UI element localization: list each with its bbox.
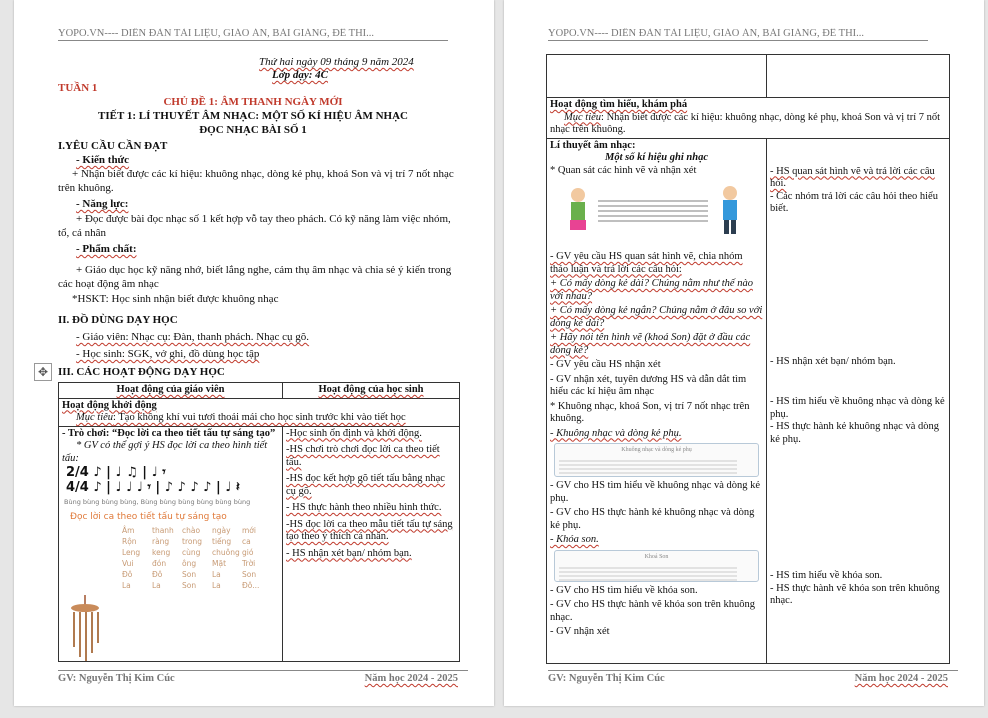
teacher-activity-cell — [59, 426, 283, 661]
rhythm-pattern-2: 4/4 ♪ | ♩ ♩ ♩ 𝄾 | ♪ ♪ ♪ ♪ | ♩ 𝄽 — [66, 479, 240, 495]
poem-word: La — [212, 570, 221, 579]
teacher-theory-cell — [547, 138, 767, 663]
poem-word: Đô — [122, 570, 133, 579]
teacher-instruction-line: - GV nhận xét, tuyên dương HS và dẫn dắt tìm hiểu các kí hiệu âm nhạc — [550, 373, 747, 397]
poem-word: đón — [152, 559, 167, 568]
student-activity-cell — [283, 426, 460, 661]
footer-teacher: GV: Nguyễn Thị Kim Cúc — [548, 673, 665, 684]
week-label: TUẦN 1 — [58, 82, 98, 94]
poem-word: keng — [152, 548, 171, 557]
explore-goal-text: : Nhận biết được các kí hiệu: khuông nhạc, dòng kẻ phụ, khoá Son và vị trí 7 nốt nhạc trên khuông. — [550, 111, 941, 135]
teacher-instruction-line: + Có mấy dòng kẻ ngắn? Chúng nằm ở đâu so với dòng kẻ dài? — [550, 305, 763, 329]
knowledge-heading: - Kiến thức — [76, 154, 130, 166]
student-response-2: - Các nhóm trả lời các câu hỏi theo hiểu biết. — [770, 190, 938, 214]
warmup-goal-label: Mục tiêu — [76, 412, 114, 423]
poem-word: Mặt — [212, 559, 227, 568]
theory-heading: Lí thuyết âm nhạc: — [550, 139, 636, 151]
poem-word: chào — [182, 526, 201, 535]
poem-word: La — [212, 581, 221, 590]
teacher-instruction-line: - GV yêu cầu HS nhận xét — [550, 359, 661, 370]
teacher-instruction-line: - GV cho HS tìm hiểu về khóa son. — [550, 584, 698, 596]
student-response-3: - HS nhận xét bạn/ nhóm bạn. — [770, 355, 896, 367]
knowledge-text: + Nhận biết được các kí hiệu: khuông nhạc, dòng kẻ phụ, khoá Son và vị trí 7 nốt nhạc trên khuông. — [58, 168, 454, 194]
explore-goal — [550, 112, 946, 137]
rhythm-syllables: Bùng bùng bùng bùng, Bùng bùng bùng bùng bùng bùng — [64, 498, 251, 506]
student-activity-item: -Học sinh ổn định và khởi động. — [286, 427, 422, 439]
poem-word: Rộn — [122, 537, 137, 546]
ability-text: + Đọc được bài đọc nhạc số 1 kết hợp vỗ tay theo phách. Có kỹ năng làm việc nhóm, tổ, cá nhân — [58, 213, 451, 239]
staff-card-caption: Khuông nhạc và dòng kẻ phụ — [621, 447, 692, 453]
student-response-1: - HS quan sát hình vẽ và trả lời các câu hỏi. — [770, 165, 935, 189]
poem-title: Đọc lời ca theo tiết tấu tự sáng tạo — [70, 511, 227, 522]
poem-word: gió — [242, 548, 254, 557]
clef-card — [554, 550, 759, 582]
poem-word: ca — [242, 537, 251, 546]
topic-title: CHỦ ĐỀ 1: ÂM THANH NGÀY MỚI — [163, 96, 343, 108]
poem-word: Son — [182, 570, 197, 579]
student-activity-item: -HS đọc lời ca theo mẫu tiết tấu tự sáng tạo theo ý thích cá nhân. — [286, 518, 453, 542]
class-label: Lớp dạy: 4C — [272, 69, 329, 81]
explore-title: Hoạt động tìm hiểu, khám phá — [550, 99, 688, 110]
page-footer — [58, 670, 468, 684]
document-page-2 — [504, 0, 984, 706]
explore-goal-label: Mục tiêu — [564, 111, 602, 123]
student-activity-item: -HS chơi trò chơi đọc lời ca theo tiết tấu. — [286, 444, 440, 468]
page-header: YOPO.VN---- DIỄN ĐÀN TÀI LIỆU, GIÁO ÁN, BÀI GIẢNG, ĐỀ THI... — [58, 28, 448, 41]
wind-chime-icon — [65, 595, 105, 665]
empty-cell-left — [547, 55, 767, 98]
poem-word: mới — [242, 526, 256, 535]
teacher-instruction-line: + Hãy nói tên hình vẽ (khoá Son) đặt ở đầu các dòng kẻ? — [550, 332, 751, 356]
poem-word: Trời — [242, 559, 256, 568]
col-student-header: Hoạt động của học sinh — [283, 383, 460, 399]
student-materials: - Học sinh: SGK, vở ghi, đồ dùng học tập — [76, 348, 260, 360]
quality-heading: - Phẩm chất: — [76, 243, 137, 255]
footer-year: Năm học 2024 - 2025 — [854, 673, 948, 684]
poem-word: Leng — [122, 548, 141, 557]
student-response-7: - HS thực hành vẽ khóa son trên khuông nhạc. — [770, 582, 940, 606]
observe-text: * Quan sát các hình vẽ và nhận xét — [550, 164, 697, 176]
col-teacher-header: Hoạt động của giáo viên — [59, 383, 283, 399]
teacher-instruction-line: - GV cho HS tìm hiểu về khuông nhạc và dòng kẻ phụ. — [550, 480, 761, 504]
poem-word: Đô... — [242, 581, 260, 590]
activities-table-continued — [546, 54, 950, 664]
student-activity-item: - HS thực hành theo nhiều hình thức. — [286, 502, 442, 513]
warmup-goal-text: : Tạo không khí vui tươi thoải mái cho học sinh trước khi vào tiết học — [113, 412, 406, 423]
lesson-date: Thứ hai ngày 09 tháng 9 năm 2024 — [259, 56, 414, 68]
teacher-instruction-line: * Khuông nhạc, khoá Son, vị trí 7 nốt nhạc trên khuông. — [550, 400, 750, 424]
staff-lines-icon — [555, 457, 741, 477]
warmup-goal — [62, 412, 456, 425]
staff-illustration — [558, 181, 755, 243]
section-activities: III. CÁC HOẠT ĐỘNG DẠY HỌC — [58, 366, 225, 378]
poem-word: ngày — [212, 526, 231, 535]
quality-text: + Giáo dục học kỹ năng nhớ, biết lắng nghe, cảm thụ âm nhạc và chia sẻ ý kiến trong các hoạt động âm nhạc — [58, 264, 452, 290]
teacher-instruction-line: - Khuông nhạc và dòng kẻ phụ. — [550, 427, 682, 439]
footer-teacher: GV: Nguyễn Thị Kim Cúc — [58, 673, 175, 684]
poem-word: ràng — [152, 537, 170, 546]
teacher-instruction-line: - Khóa son. — [550, 534, 599, 545]
poem-word: Son — [242, 570, 257, 579]
teacher-instruction-line: - GV nhận xét — [550, 626, 610, 637]
rhythm-pattern-1: 2/4 ♪ | ♩ ♫ | ♩ 𝄾 — [66, 465, 166, 480]
poem-word: Vui — [122, 559, 134, 568]
student-activity-item: -HS đọc kết hợp gõ tiết tấu bằng nhạc cụ gõ. — [286, 473, 445, 497]
hskt-note: *HSKT: Học sinh nhận biết được khuông nhạc — [72, 293, 279, 305]
footer-year: Năm học 2024 - 2025 — [364, 673, 458, 684]
children-staff-icon — [558, 181, 748, 241]
empty-cell-right — [767, 55, 950, 98]
clef-card-caption: Khoá Son — [644, 553, 669, 560]
poem-word: ông — [182, 559, 197, 568]
game-hint: * GV có thể gợi ý HS đọc lời ca theo hình tiết tấu: — [62, 440, 268, 464]
poem-word: Âm — [122, 526, 135, 535]
lesson-subtitle: ĐỌC NHẠC BÀI SỐ 1 — [199, 124, 307, 136]
poem-word: chuông — [212, 548, 240, 557]
poem-word: cùng — [182, 548, 201, 557]
activities-table — [58, 382, 460, 662]
poem-word: La — [122, 581, 131, 590]
student-response-6: - HS tìm hiểu về khóa son. — [770, 570, 883, 581]
ability-heading: - Năng lực: — [76, 198, 129, 210]
teacher-materials: - Giáo viên: Nhạc cụ: Đàn, thanh phách. Nhạc cụ gõ. — [76, 331, 310, 343]
teacher-instruction-line: - GV cho HS thực hành vẽ khóa son trên khuông nhạc. — [550, 599, 755, 623]
section-requirements: I.YÊU CẦU CẦN ĐẠT — [58, 140, 168, 152]
symbols-heading: Một số kí hiệu ghi nhạc — [605, 152, 708, 163]
student-activity-list — [286, 428, 456, 561]
page-header: YOPO.VN---- DIỄN ĐÀN TÀI LIỆU, GIÁO ÁN, BÀI GIẢNG, ĐỀ THI... — [548, 28, 928, 41]
table-move-handle-icon[interactable]: ✥ — [34, 363, 52, 381]
teacher-instruction-line: - GV cho HS thực hành kẻ khuông nhạc và dòng kẻ phụ. — [550, 507, 755, 531]
poem-word: Đô — [152, 570, 163, 579]
document-page-1 — [14, 0, 494, 706]
poem-word: La — [152, 581, 161, 590]
student-activity-item: - HS nhận xét bạn/ nhóm bạn. — [286, 547, 412, 559]
student-response-5: - HS thực hành kẻ khuông nhạc và dòng kẻ phụ. — [770, 421, 939, 445]
poem-grid — [122, 525, 279, 591]
poem-word: tiếng — [212, 537, 232, 546]
teacher-instructions-2 — [550, 480, 763, 547]
explore-row — [547, 98, 950, 139]
poem-word: thanh — [152, 526, 174, 535]
student-theory-cell — [767, 138, 950, 663]
page-footer — [548, 670, 958, 684]
teacher-instructions — [550, 251, 763, 440]
warmup-row — [59, 398, 460, 426]
lesson-title: TIẾT 1: LÍ THUYẾT ÂM NHẠC: MỘT SỐ KÍ HIỆU ÂM NHẠC — [98, 110, 408, 122]
teacher-instruction-line: - GV yêu cầu HS quan sát hình vẽ, chia nhóm thảo luận và trả lời các câu hỏi: — [550, 251, 743, 275]
poem-word: trong — [182, 537, 202, 546]
game-text: - Trò chơi: “Đọc lời ca theo tiết tấu tự sáng tạo” — [62, 427, 276, 439]
warmup-title: Hoạt động khởi động — [62, 399, 157, 411]
teacher-instructions-3 — [550, 585, 763, 639]
section-materials: II. ĐỒ DÙNG DẠY HỌC — [58, 314, 178, 326]
poem-word: Son — [182, 581, 197, 590]
treble-clef-icon — [555, 563, 741, 583]
student-response-4: - HS tìm hiểu về khuông nhạc và dòng kẻ phụ. — [770, 396, 945, 420]
staff-card — [554, 443, 759, 477]
teacher-instruction-line: + Có mấy dòng kẻ dài? Chúng nằm như thế nào với nhau? — [550, 278, 753, 302]
